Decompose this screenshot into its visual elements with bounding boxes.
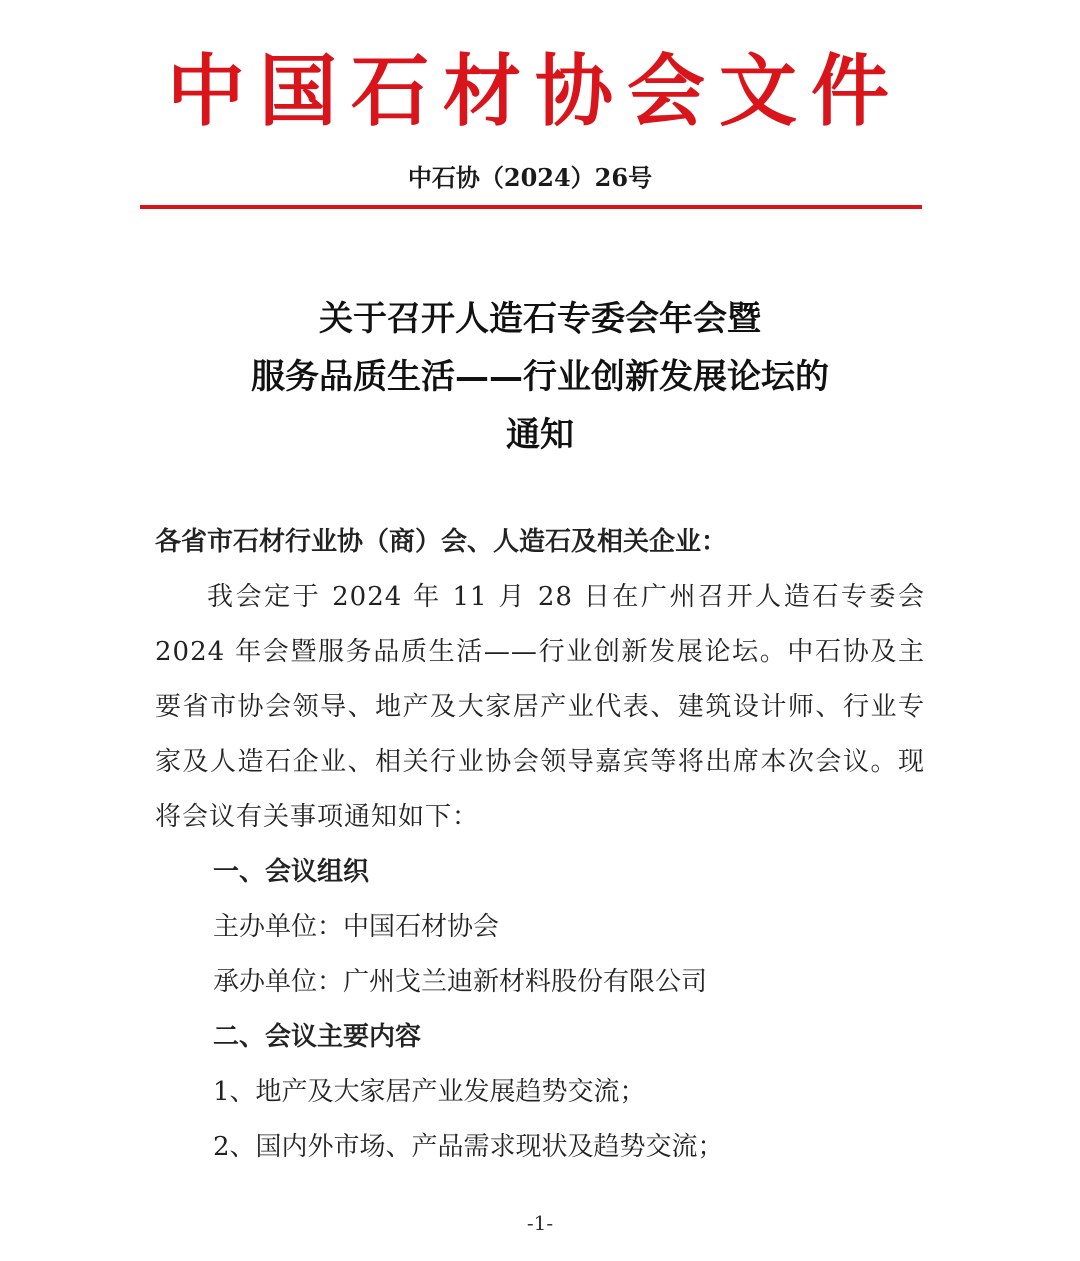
section-heading-content: 二、会议主要内容 (213, 1022, 422, 1052)
intro-paragraph: 我会定于 2024 年 11 月 28 日在广州召开人造石专委会 2024 年会暨服务品质生活——行业创新发展论坛。中石协及主要省市协会领导、地产及大家居产业代表、建筑设计师、行业专家及人造石企业、相关行业协会领导嘉宾等将出席本次会议。现将会议有关事项通知如下： (155, 582, 925, 832)
notice-title-line-2: 服务品质生活——行业创新发展论坛的 (251, 357, 829, 397)
notice-title (140, 290, 940, 464)
org-document-header: 中国石材协会文件 (166, 46, 903, 137)
content-item: 1、地产及大家居产业发展趋势交流； (213, 1077, 646, 1107)
content-item: 2、国内外市场、产品需求现状及趋势交流； (213, 1132, 724, 1162)
document-number: 中石协（2024）26号 (407, 163, 653, 192)
salutation: 各省市石材行业协（商）会、人造石及相关企业： (155, 527, 728, 557)
organizer-unit: 承办单位：广州戈兰迪新材料股份有限公司 (213, 967, 708, 997)
notice-title-line-3: 通知 (506, 415, 574, 455)
notice-body (155, 515, 925, 1175)
page-number: -1- (526, 1211, 554, 1235)
section-heading-organization: 一、会议组织 (213, 857, 370, 887)
host-unit: 主办单位：中国石材协会 (213, 912, 500, 942)
notice-title-line-1: 关于召开人造石专委会年会暨 (319, 299, 761, 339)
header-divider (140, 205, 922, 209)
